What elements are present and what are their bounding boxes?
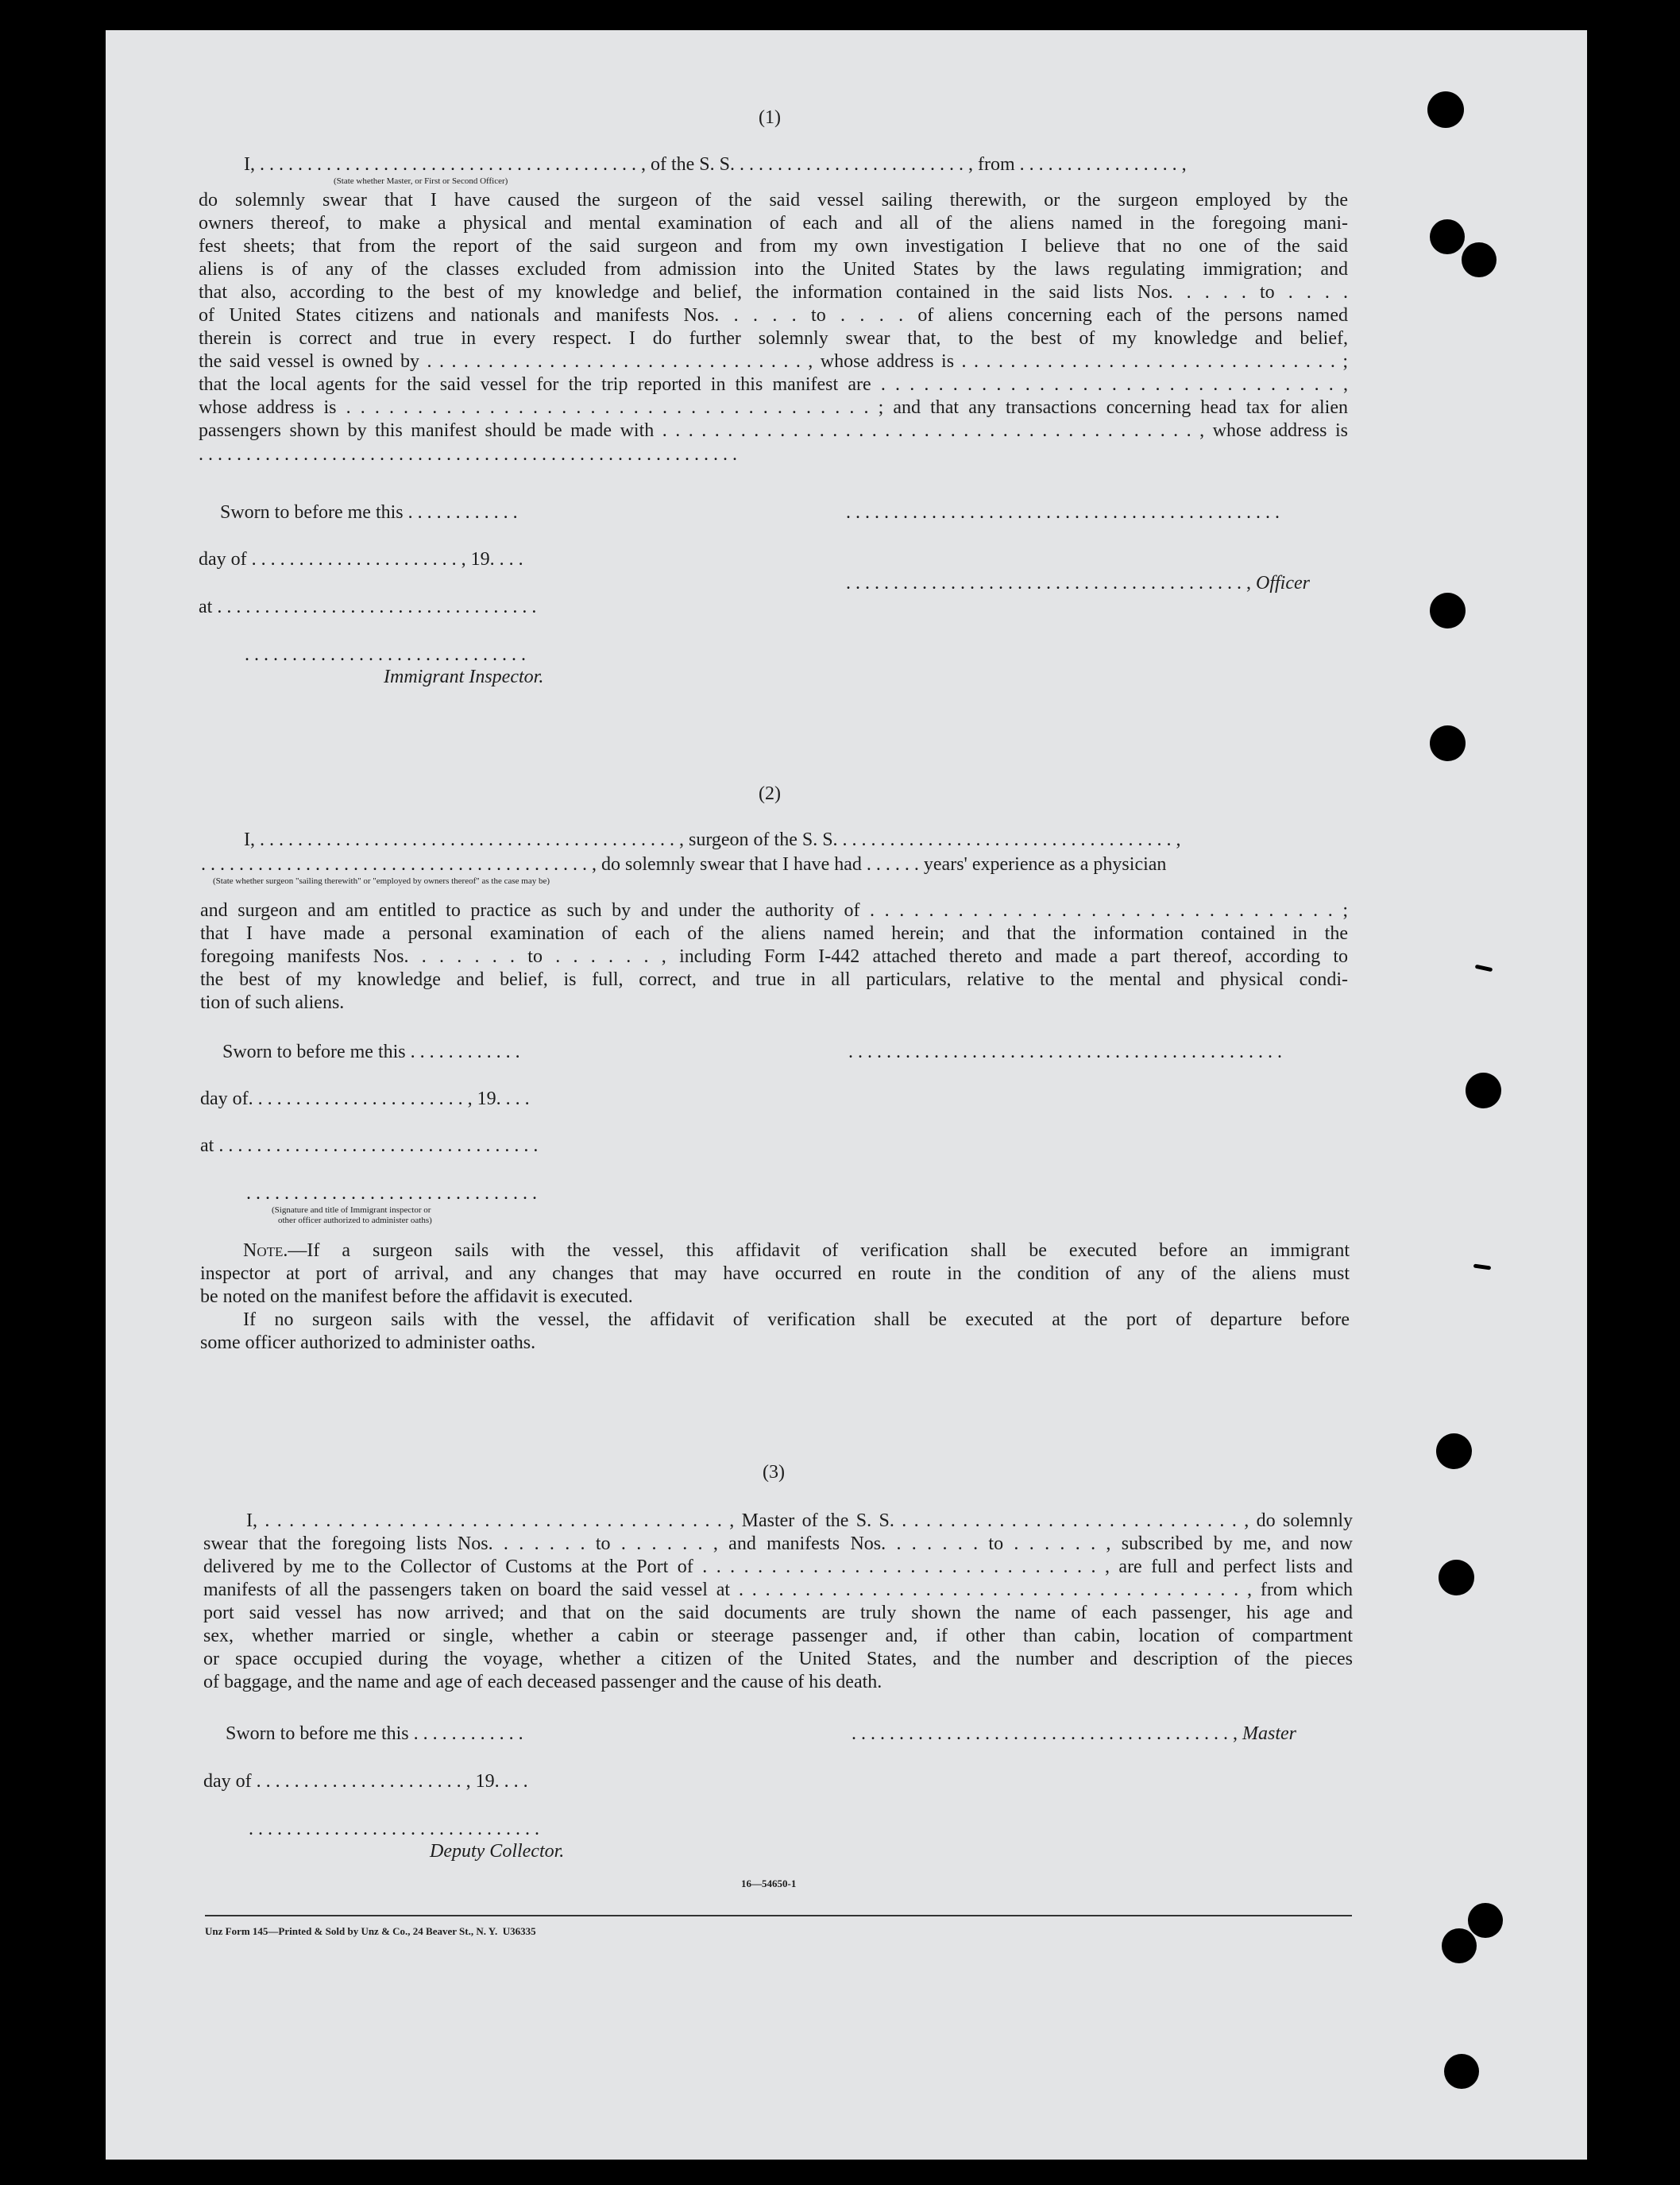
s2-note-last: be noted on the manifest before the affidavit is executed. — [200, 1286, 633, 1307]
s1-body-line: the said vessel is owned by . . . . . . . . . . . . . . . . . . . . . . . . . . . . . . . , whose address is . . . . . . . . . . . . . . . . . . . . . . . . . . . . . . . ; — [199, 351, 1348, 372]
punch-hole — [1436, 1433, 1472, 1469]
s3-signature-dots: . . . . . . . . . . . . . . . . . . . . . . . . . . . . . . . . . . . . . . . . , — [852, 1723, 1238, 1744]
s1-body-line: therein is correct and true in every respect. I do further solemnly swear that, to the best of my knowledge and belief, — [199, 328, 1348, 349]
s1-body-line: fest sheets; that from the report of the said surgeon and from my own investigation I believe that no one of the said — [199, 236, 1348, 257]
s1-body-line: do solemnly swear that I have caused the surgeon of the said vessel sailing therewith, or the surgeon employed by the — [199, 190, 1348, 211]
s1-body-line: of United States citizens and nationals and manifests Nos. . . . . to . . . . of aliens concerning each of the persons named — [199, 305, 1348, 326]
footer-imprint: Unz Form 145—Printed & Sold by Unz & Co., 24 Beaver St., N. Y. U36335 — [205, 1925, 536, 1937]
section-1-number: (1) — [759, 107, 781, 128]
section-2-number: (2) — [759, 783, 781, 804]
s2-note-line — [200, 1239, 1350, 1263]
s1-body-line: aliens is of any of the classes excluded from admission into the United States by the laws regulating immigration; and — [199, 259, 1348, 280]
s1-at: at . . . . . . . . . . . . . . . . . . . . . . . . . . . . . . . . . . — [199, 597, 537, 617]
s2-at: at . . . . . . . . . . . . . . . . . . . . . . . . . . . . . . . . . . — [200, 1135, 539, 1156]
punch-hole — [1444, 2054, 1479, 2089]
s1-officer-dots: . . . . . . . . . . . . . . . . . . . . . . . . . . . . . . . . . . . . . . . . . . , — [846, 573, 1251, 594]
s2-inspector-caption-1: (Signature and title of Immigrant inspector or — [272, 1205, 431, 1215]
s2-line1: I, . . . . . . . . . . . . . . . . . . . . . . . . . . . . . . . . . . . . . . . . . . . . , surgeon of the S. S. . . . . . . . . . . . . . . . . . . . . . . . . . . . . . . . . . . . , — [244, 830, 1181, 850]
s2-signature-line: . . . . . . . . . . . . . . . . . . . . . . . . . . . . . . . . . . . . . . . . . . . . . . — [848, 1042, 1282, 1062]
s1-sworn: Sworn to before me this . . . . . . . . . . . . — [220, 502, 518, 523]
footer-rule — [205, 1915, 1352, 1916]
s3-body-lastline: of baggage, and the name and age of each deceased passenger and the cause of his death. — [203, 1672, 882, 1692]
s2-body-lastline: tion of such aliens. — [200, 992, 345, 1013]
s3-body-line: or space occupied during the voyage, whether a citizen of the United States, and the number and description of the pieces — [203, 1649, 1353, 1669]
s2-inspector-caption-2: other officer authorized to administer oaths) — [278, 1216, 432, 1225]
s1-officer-label: Officer — [1256, 573, 1310, 594]
s3-day-of: day of . . . . . . . . . . . . . . . . . . . . . . , 19. . . . — [203, 1771, 528, 1792]
s2-day-of: day of. . . . . . . . . . . . . . . . . . . . . . . , 19. . . . — [200, 1089, 530, 1109]
s2-inspector-dots: . . . . . . . . . . . . . . . . . . . . . . . . . . . . . . . — [246, 1183, 537, 1204]
s3-master-label: Master — [1242, 1723, 1296, 1744]
punch-hole — [1462, 242, 1497, 277]
s1-officer-line — [846, 572, 1310, 595]
s1-body-line: that also, according to the best of my knowledge and belief, the information contained in the said lists Nos. . . . . to . . . . — [199, 282, 1348, 303]
s1-inspector-label: Immigrant Inspector. — [384, 667, 544, 687]
punch-hole — [1430, 725, 1466, 761]
note-label: Note. — [243, 1240, 288, 1261]
s2-sworn: Sworn to before me this . . . . . . . . . . . . — [222, 1042, 520, 1062]
s3-collector-label: Deputy Collector. — [430, 1841, 565, 1862]
note-text: —If a surgeon sails with the vessel, this affidavit of verification shall be executed before an immigrant — [288, 1240, 1350, 1261]
s1-day-of: day of . . . . . . . . . . . . . . . . . . . . . . , 19. . . . — [199, 549, 523, 570]
s3-body-line: port said vessel has now arrived; and that on the said documents are truly shown the name of each passenger, his age and — [203, 1603, 1353, 1623]
s3-body-line: swear that the foregoing lists Nos. . . . . . . to . . . . . . , and manifests Nos. . . . . . . to . . . . . . , subscribed by me, and now — [203, 1533, 1353, 1554]
s2-caption: (State whether surgeon "sailing therewith" or "employed by owners thereof" as the case may be) — [213, 876, 550, 886]
s2-body-line: foregoing manifests Nos. . . . . . . to . . . . . . , including Form I-442 attached thereto and made a part thereof, according to — [200, 946, 1348, 967]
s3-body-line: I, . . . . . . . . . . . . . . . . . . . . . . . . . . . . . . . . . . . . . . , Master of the S. S. . . . . . . . . . . . . . . . . . . . . . . . . . . . . , do solemnly — [246, 1510, 1353, 1531]
s2-line2: . . . . . . . . . . . . . . . . . . . . . . . . . . . . . . . . . . . . . . . . . , do solemnly swear that I have had . . . . . . years' experience as a physician — [201, 854, 1167, 875]
s3-collector-dots: . . . . . . . . . . . . . . . . . . . . . . . . . . . . . . . — [249, 1819, 539, 1839]
s1-inspector-dots: . . . . . . . . . . . . . . . . . . . . . . . . . . . . . . — [245, 644, 526, 665]
s2-note2: If no surgeon sails with the vessel, the affidavit of verification shall be executed at the port of departure before — [243, 1309, 1350, 1330]
s3-sworn: Sworn to before me this . . . . . . . . . . . . — [226, 1723, 523, 1744]
s1-signature-line: . . . . . . . . . . . . . . . . . . . . . . . . . . . . . . . . . . . . . . . . . . . . . . — [846, 502, 1280, 523]
punch-hole — [1442, 1928, 1477, 1963]
s2-body-line: and surgeon and am entitled to practice as such by and under the authority of . . . . . . . . . . . . . . . . . . . . . . . . . . . . . . . . ; — [200, 900, 1348, 921]
punch-hole — [1466, 1073, 1501, 1108]
s1-body-lastline: . . . . . . . . . . . . . . . . . . . . . . . . . . . . . . . . . . . . . . . . . . . . . . . . . . . . . . . . . — [199, 444, 737, 465]
s3-master-line — [852, 1723, 1296, 1746]
s2-body-line: the best of my knowledge and belief, is full, correct, and true in all particulars, relative to the mental and physical condi- — [200, 969, 1348, 990]
s1-line1: I, . . . . . . . . . . . . . . . . . . . . . . . . . . . . . . . . . . . . . . . . , of the S. S. . . . . . . . . . . . . . . . . . . . . . . . . , from . . . . . . . . . . . . . . . . . , — [244, 154, 1187, 175]
section-3-number: (3) — [763, 1462, 785, 1483]
s1-body-line: whose address is . . . . . . . . . . . . . . . . . . . . . . . . . . . . . . . . . . . . . ; and that any transactions concerning head tax for alien — [199, 397, 1348, 418]
s2-body-line: that I have made a personal examination of each of the aliens named herein; and that the information contained in the — [200, 923, 1348, 944]
punch-hole — [1468, 1903, 1503, 1938]
s3-body-line: delivered by me to the Collector of Customs at the Port of . . . . . . . . . . . . . . . . . . . . . . . . . . . . . , are full and perfect lists and — [203, 1557, 1353, 1577]
s1-body-line: owners thereof, to make a physical and mental examination of each and all of the aliens named in the foregoing mani- — [199, 213, 1348, 234]
s3-body-line: sex, whether married or single, whether a cabin or steerage passenger and, if other than cabin, location of compartment — [203, 1626, 1353, 1646]
punch-hole — [1427, 91, 1464, 128]
s1-body-line: that the local agents for the said vessel for the trip reported in this manifest are . . . . . . . . . . . . . . . . . . . . . . . . . . . . . . . . , — [199, 374, 1348, 395]
s1-body-line: passengers shown by this manifest should be made with . . . . . . . . . . . . . . . . . . . . . . . . . . . . . . . . . . . . . . . . . , whose address is — [199, 420, 1348, 441]
form-code: 16—54650-1 — [741, 1878, 797, 1889]
punch-hole — [1430, 219, 1465, 254]
s2-note2-last: some officer authorized to administer oaths. — [200, 1332, 536, 1353]
punch-hole — [1430, 593, 1466, 628]
punch-hole — [1439, 1560, 1474, 1595]
s1-caption: (State whether Master, or First or Second Officer) — [334, 176, 508, 186]
s2-note-line: inspector at port of arrival, and any changes that may have occurred en route in the condition of any of the aliens must — [200, 1263, 1350, 1284]
s3-body-line: manifests of all the passengers taken on board the said vessel at . . . . . . . . . . . . . . . . . . . . . . . . . . . . . . . . . . . . . . , from which — [203, 1580, 1353, 1600]
